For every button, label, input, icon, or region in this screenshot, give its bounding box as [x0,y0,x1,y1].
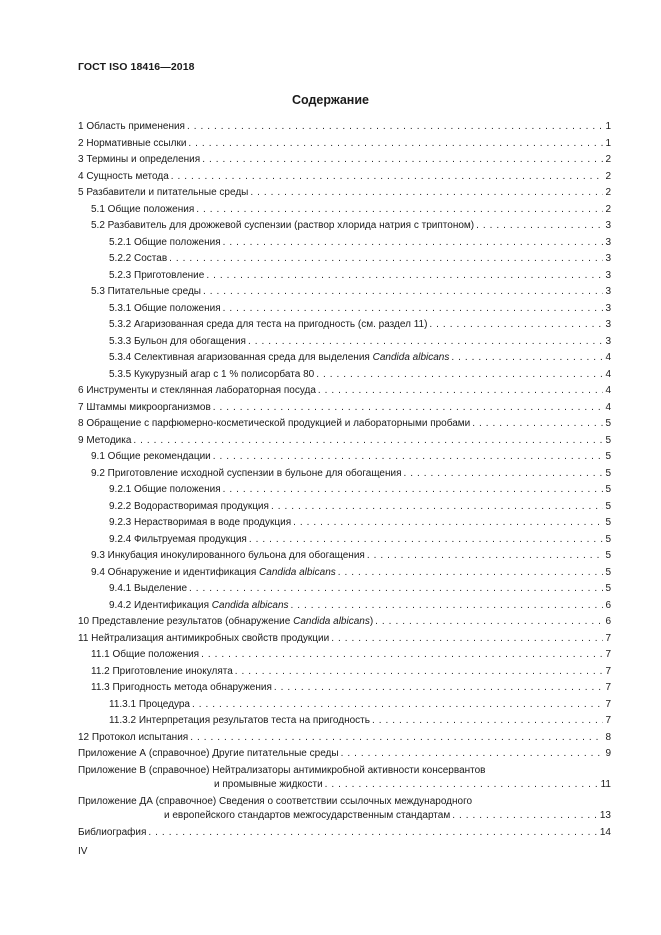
toc-entry[interactable]: 9.2.3 Нерастворимая в воде продукция . . . 5 [109,516,611,530]
toc-entry[interactable]: 9 Методика . . . 5 [78,434,611,448]
toc-entry[interactable]: 9.4.1 Выделение . . . 5 [109,582,611,596]
toc-entry[interactable]: 9.3 Инкубация инокулированного бульона для обогащения . . . 5 [91,549,611,563]
toc-title: Содержание [291,93,369,107]
toc-entry[interactable]: 5.1 Общие положения . . . 2 [91,203,611,217]
toc-entry[interactable]: 2 Нормативные ссылки . . . 1 [78,137,611,151]
appendix-b-line2: и промывные жидкости [214,779,323,790]
toc-entry[interactable]: 11.3.2 Интерпретация результатов теста на пригодность . . . 7 [109,714,611,728]
appendix-da-page: 13 [599,810,611,821]
toc-entry[interactable]: 9.1 Общие рекомендации . . . 5 [91,450,611,464]
toc-entry[interactable]: 5.2 Разбавитель для дрожжевой суспензии (раствор хлорида натрия с триптоном) . . . 3 [91,219,611,233]
toc-entry[interactable]: 6 Инструменты и стеклянная лабораторная посуда . . . 4 [78,384,611,398]
toc-entry[interactable]: 9.4.2 Идентификация Candida albicans . . . 6 [109,599,611,613]
toc-entry[interactable]: 5.3.2 Агаризованная среда для теста на пригодность (см. раздел 11) . . . 3 [109,318,611,332]
toc-entry[interactable]: 3 Термины и определения . . . 2 [78,153,611,167]
document-header: ГОСТ ISO 18416—2018 [78,61,195,73]
toc-entry[interactable]: 5.3.1 Общие положения . . . 3 [109,302,611,316]
toc-entry[interactable]: 5 Разбавители и питательные среды . . . 2 [78,186,611,200]
toc-entry[interactable]: 9.2.2 Водорастворимая продукция . . . 5 [109,500,611,514]
toc-entry[interactable]: 11.2 Приготовление инокулята . . . 7 [91,665,611,679]
toc-entry[interactable]: 11.3.1 Процедура . . . 7 [109,698,611,712]
toc-entry[interactable]: 5.2.3 Приготовление . . . 3 [109,269,611,283]
appendix-da-line2: и европейского стандартов межгосударственным стандартам [164,810,451,821]
toc-entry-appendix-da[interactable] [78,795,611,823]
page-number: IV [78,846,88,857]
toc-entry[interactable]: 8 Обращение с парфюмерно-косметической продукцией и лабораторными пробами . . . 5 [78,417,611,431]
appendix-b-page: 11 [600,779,611,790]
toc-entry[interactable]: 5.2.1 Общие положения . . . 3 [109,236,611,250]
toc-entry[interactable]: 7 Штаммы микроорганизмов . . . 4 [78,401,611,415]
toc-entry[interactable]: 9.2.4 Фильтруемая продукция . . . 5 [109,533,611,547]
toc-entry[interactable]: 5.3.5 Кукурузный агар с 1 % полисорбата 80 . . . 4 [109,368,611,382]
appendix-da-line1: Приложение ДА (справочное) Сведения о соответствии ссылочных международного [78,796,473,807]
toc-entry[interactable]: 11.3 Пригодность метода обнаружения . . . 7 [91,681,611,695]
toc-entry[interactable]: 9.4 Обнаружение и идентификация Candida albicans . . . 5 [91,566,611,580]
toc-entry[interactable]: 5.2.2 Состав . . . 3 [109,252,611,266]
toc-entry-bibliography[interactable]: Библиография . . . 14 [78,826,611,840]
toc-entry[interactable]: Приложение А (справочное) Другие питательные среды . . . 9 [78,747,611,761]
toc-entry-appendix-b[interactable] [78,764,611,792]
toc-entry[interactable]: 5.3.4 Селективная агаризованная среда для выделения Candida albicans . . . 4 [109,351,611,365]
toc-entry[interactable]: 5.3.3 Бульон для обогащения . . . 3 [109,335,611,349]
toc-entry[interactable]: 9.2 Приготовление исходной суспензии в бульоне для обогащения . . . 5 [91,467,611,481]
toc-entry[interactable]: 1 Область применения . . . 1 [78,120,611,134]
toc-entry[interactable]: 4 Сущность метода . . . 2 [78,170,611,184]
toc-entry[interactable]: 11 Нейтрализация антимикробных свойств продукции . . . 7 [78,632,611,646]
toc-entry[interactable]: 9.2.1 Общие положения . . . 5 [109,483,611,497]
toc-entry[interactable]: 10 Представление результатов (обнаружение Candida albicans) . . . 6 [78,615,611,629]
toc-entry[interactable]: 12 Протокол испытания . . . 8 [78,731,611,745]
toc-entry[interactable]: 11.1 Общие положения . . . 7 [91,648,611,662]
appendix-b-line1: Приложение В (справочное) Нейтрализаторы антимикробной активности консервантов [78,765,486,776]
toc-entry[interactable]: 5.3 Питательные среды . . . 3 [91,285,611,299]
